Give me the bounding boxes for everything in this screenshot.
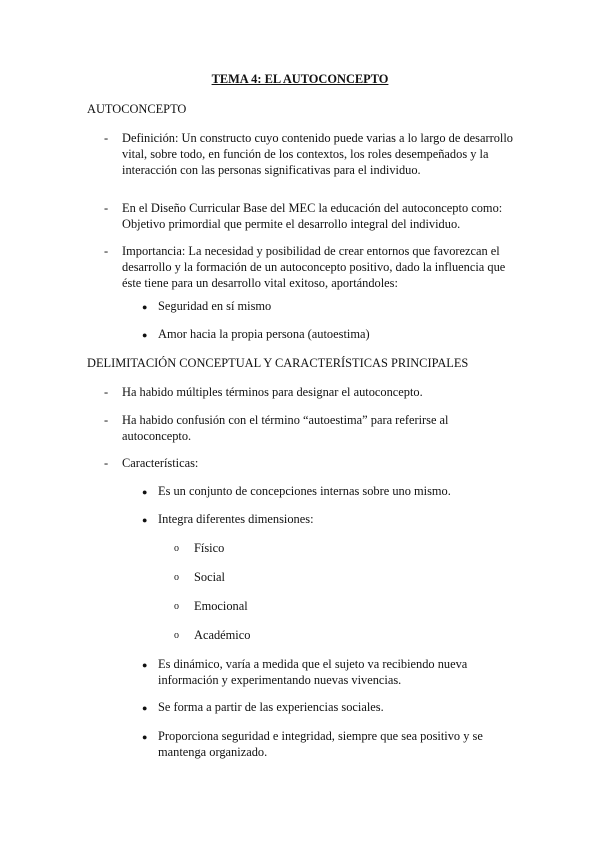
bullet-item: Seguridad en sí mismo (158, 299, 272, 313)
bullet-marker: ● (142, 703, 148, 713)
dash-marker: - (104, 244, 109, 258)
section-heading-autoconcepto: AUTOCONCEPTO (87, 102, 187, 116)
list-item: En el Diseño Curricular Base del MEC la educación del autoconcepto como: Objetivo primordial que permite el desarrollo integral del individuo. (122, 201, 503, 231)
circle-marker: o (174, 543, 179, 554)
dash-marker: - (104, 201, 109, 215)
dash-marker: - (104, 413, 109, 427)
circle-marker: o (174, 630, 179, 641)
bullet-item: Se forma a partir de las experiencias sociales. (158, 700, 384, 714)
dimension-item: Emocional (194, 599, 248, 613)
bullet-item: Proporciona seguridad e integridad, siempre que sea positivo y se mantenga organizado. (158, 729, 483, 759)
bullet-item: Es dinámico, varía a medida que el sujeto va recibiendo nueva información y experimentando nuevas vivencias. (158, 657, 468, 687)
dash-marker: - (104, 385, 109, 399)
dimension-item: Académico (194, 628, 251, 642)
dimension-item: Físico (194, 541, 225, 555)
dash-marker: - (104, 131, 109, 145)
page-title: TEMA 4: EL AUTOCONCEPTO (211, 72, 389, 86)
bullet-marker: ● (142, 302, 148, 312)
section-heading-delimitacion: DELIMITACIÓN CONCEPTUAL Y CARACTERÍSTICAS PRINCIPALES (87, 356, 469, 370)
list-item: Importancia: La necesidad y posibilidad de crear entornos que favorezcan el desarrollo y la formación de un autoconcepto positivo, dado la influencia que éste tiene para un desarrollo vital exitoso, aportándoles: (122, 244, 506, 290)
circle-marker: o (174, 601, 179, 612)
bullet-item: Integra diferentes dimensiones: (158, 512, 314, 526)
bullet-marker: ● (142, 660, 148, 670)
bullet-marker: ● (142, 515, 148, 525)
bullet-item: Es un conjunto de concepciones internas sobre uno mismo. (158, 484, 451, 498)
list-item: Características: (122, 456, 199, 470)
list-item: Ha habido múltiples términos para designar el autoconcepto. (122, 385, 423, 399)
list-item: Ha habido confusión con el término “autoestima” para referirse al autoconcepto. (122, 413, 449, 443)
bullet-item: Amor hacia la propia persona (autoestima) (158, 327, 370, 341)
bullet-marker: ● (142, 330, 148, 340)
bullet-marker: ● (142, 487, 148, 497)
circle-marker: o (174, 572, 179, 583)
dash-marker: - (104, 456, 109, 470)
list-item: Definición: Un constructo cuyo contenido puede varias a lo largo de desarrollo vital, sobre todo, en función de los contextos, los roles desempeñados y la interacción con las personas significativas para el individuo. (122, 131, 513, 177)
bullet-marker: ● (142, 732, 148, 742)
dimension-item: Social (194, 570, 225, 584)
